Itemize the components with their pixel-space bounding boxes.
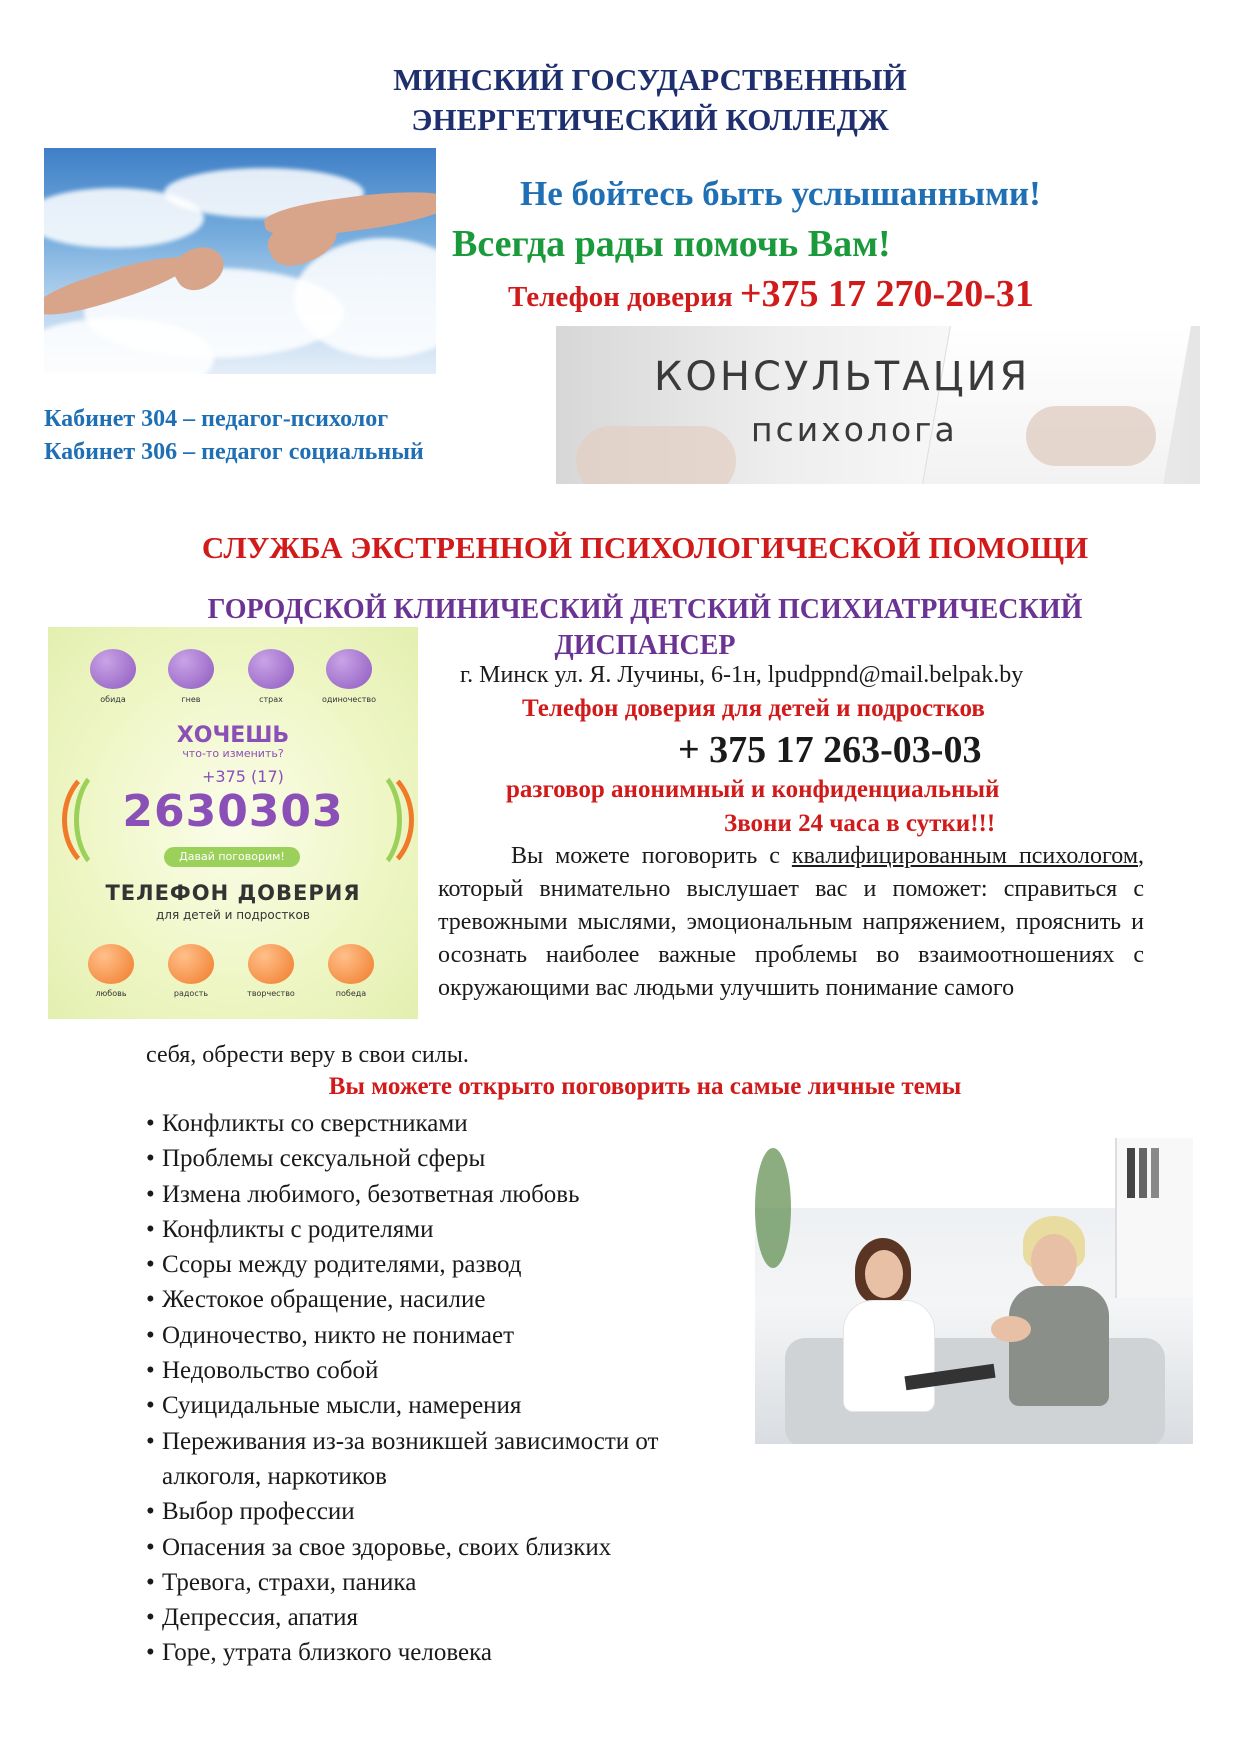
hotline-poster-image — [48, 627, 418, 1019]
poster-label-love: любовь — [95, 989, 127, 998]
kids-hotline-number: + 375 17 263-03-03 — [678, 729, 982, 771]
victory-face-icon — [328, 944, 374, 984]
counseling-session-image — [755, 1138, 1193, 1444]
emergency-heading: СЛУЖБА ЭКСТРЕННОЙ ПСИХОЛОГИЧЕСКОЙ ПОМОЩИ — [201, 530, 1089, 565]
hands-sky-image — [44, 148, 436, 374]
dispensary-line-1: ГОРОДСКОЙ КЛИНИЧЕСКИЙ ДЕТСКИЙ ПСИХИАТРИЧЕСКИЙ — [207, 594, 1083, 625]
angry-face-icon — [168, 649, 214, 689]
poster-number: 2630303 — [122, 786, 344, 837]
anonymous-note: разговор анонимный и конфиденциальный — [506, 776, 1000, 803]
list-item: • Ссоры между родителями, развод — [146, 1247, 746, 1282]
description-paragraph — [438, 840, 1144, 1005]
consult-title: КОНСУЛЬТАЦИЯ — [654, 354, 1031, 400]
list-item: • Тревога, страхи, паника — [146, 1565, 746, 1600]
title-line-1: МИНСКИЙ ГОСУДАРСТВЕННЫЙ — [393, 62, 907, 97]
poster-tel: ТЕЛЕФОН ДОВЕРИЯ — [105, 881, 361, 905]
title-line-2: ЭНЕРГЕТИЧЕСКИЙ КОЛЛЕДЖ — [411, 102, 889, 137]
lonely-face-icon — [326, 649, 372, 689]
poster-label-offense: обида — [100, 695, 126, 704]
list-item: • Переживания из-за возникшей зависимости от алкоголя, наркотиков — [146, 1424, 746, 1495]
scared-face-icon — [248, 649, 294, 689]
love-face-icon — [88, 944, 134, 984]
poster-want-sub: что-то изменить? — [182, 747, 284, 760]
college-title — [0, 60, 1240, 140]
kids-hotline-label: Телефон доверия для детей и подростков — [522, 695, 985, 722]
poster-label-anger: гнев — [181, 695, 201, 704]
list-item: • Проблемы сексуальной сферы — [146, 1141, 746, 1176]
list-item: • Недовольство собой — [146, 1353, 746, 1388]
poster-label-fear: страх — [259, 695, 283, 704]
poster-tel-sub: для детей и подростков — [156, 908, 310, 922]
dispensary-address: г. Минск ул. Я. Лучины, 6-1н, lpudppnd@mail.belpak.by — [460, 662, 1024, 688]
poster-label-victory: победа — [335, 989, 367, 998]
list-item: • Выбор профессии — [146, 1494, 746, 1529]
list-item: • Депрессия, апатия — [146, 1600, 746, 1635]
description-underlined: квалифицированным психологом — [791, 843, 1139, 869]
list-item: • Суицидальные мысли, намерения — [146, 1388, 746, 1423]
slogan-help: Всегда рады помочь Вам! — [452, 223, 891, 265]
description-part-1: Вы можете поговорить с — [511, 843, 792, 869]
cabinet-304: Кабинет 304 – педагог-психолог — [44, 406, 389, 432]
description-tail: себя, обрести веру в свои силы. — [146, 1042, 469, 1068]
hotline-number: +375 17 270-20-31 — [739, 273, 1034, 315]
college-hotline — [508, 272, 1034, 316]
poster-label-loneliness: одиночество — [321, 695, 377, 704]
list-item: • Конфликты со сверстниками — [146, 1106, 746, 1141]
topics-list — [146, 1106, 746, 1671]
poster-label-joy: радость — [173, 989, 209, 998]
poster-label-creativity: творчество — [247, 989, 295, 998]
consult-subtitle: психолога — [751, 410, 958, 449]
sad-face-icon — [90, 649, 136, 689]
list-item: • Конфликты с родителями — [146, 1212, 746, 1247]
cabinet-306: Кабинет 306 – педагог социальный — [44, 439, 424, 465]
dispensary-line-2: ДИСПАНСЕР — [554, 630, 736, 661]
creative-face-icon — [248, 944, 294, 984]
hotline-label: Телефон доверия — [508, 281, 740, 313]
list-item: • Одиночество, никто не понимает — [146, 1318, 746, 1353]
list-item: • Горе, утрата близкого человека — [146, 1635, 746, 1670]
call-24-note: Звони 24 часа в сутки!!! — [724, 810, 996, 837]
list-item: • Жестокое обращение, насилие — [146, 1282, 746, 1317]
description-part-2: , который внимательно выслушает вас и поможет: справиться с тревожными мыслями, эмоциональным напряжением, прояснить и осознать наиболее важные проблемы во взаимоотношениях с окружающими вас людьми улучшить понимание самого — [438, 843, 1145, 1001]
list-item: • Измена любимого, безответная любовь — [146, 1177, 746, 1212]
joy-face-icon — [168, 944, 214, 984]
topics-heading: Вы можете открыто поговорить на самые личные темы — [328, 1073, 962, 1100]
consultation-image — [556, 326, 1200, 484]
poster-code: +375 (17) — [202, 767, 284, 786]
slogan-heard: Не бойтесь быть услышанными! — [520, 174, 1041, 213]
poster-pill: Давай поговорим! — [164, 847, 300, 867]
poster-want: ХОЧЕШЬ — [176, 723, 290, 748]
list-item: • Опасения за свое здоровье, своих близких — [146, 1530, 746, 1565]
